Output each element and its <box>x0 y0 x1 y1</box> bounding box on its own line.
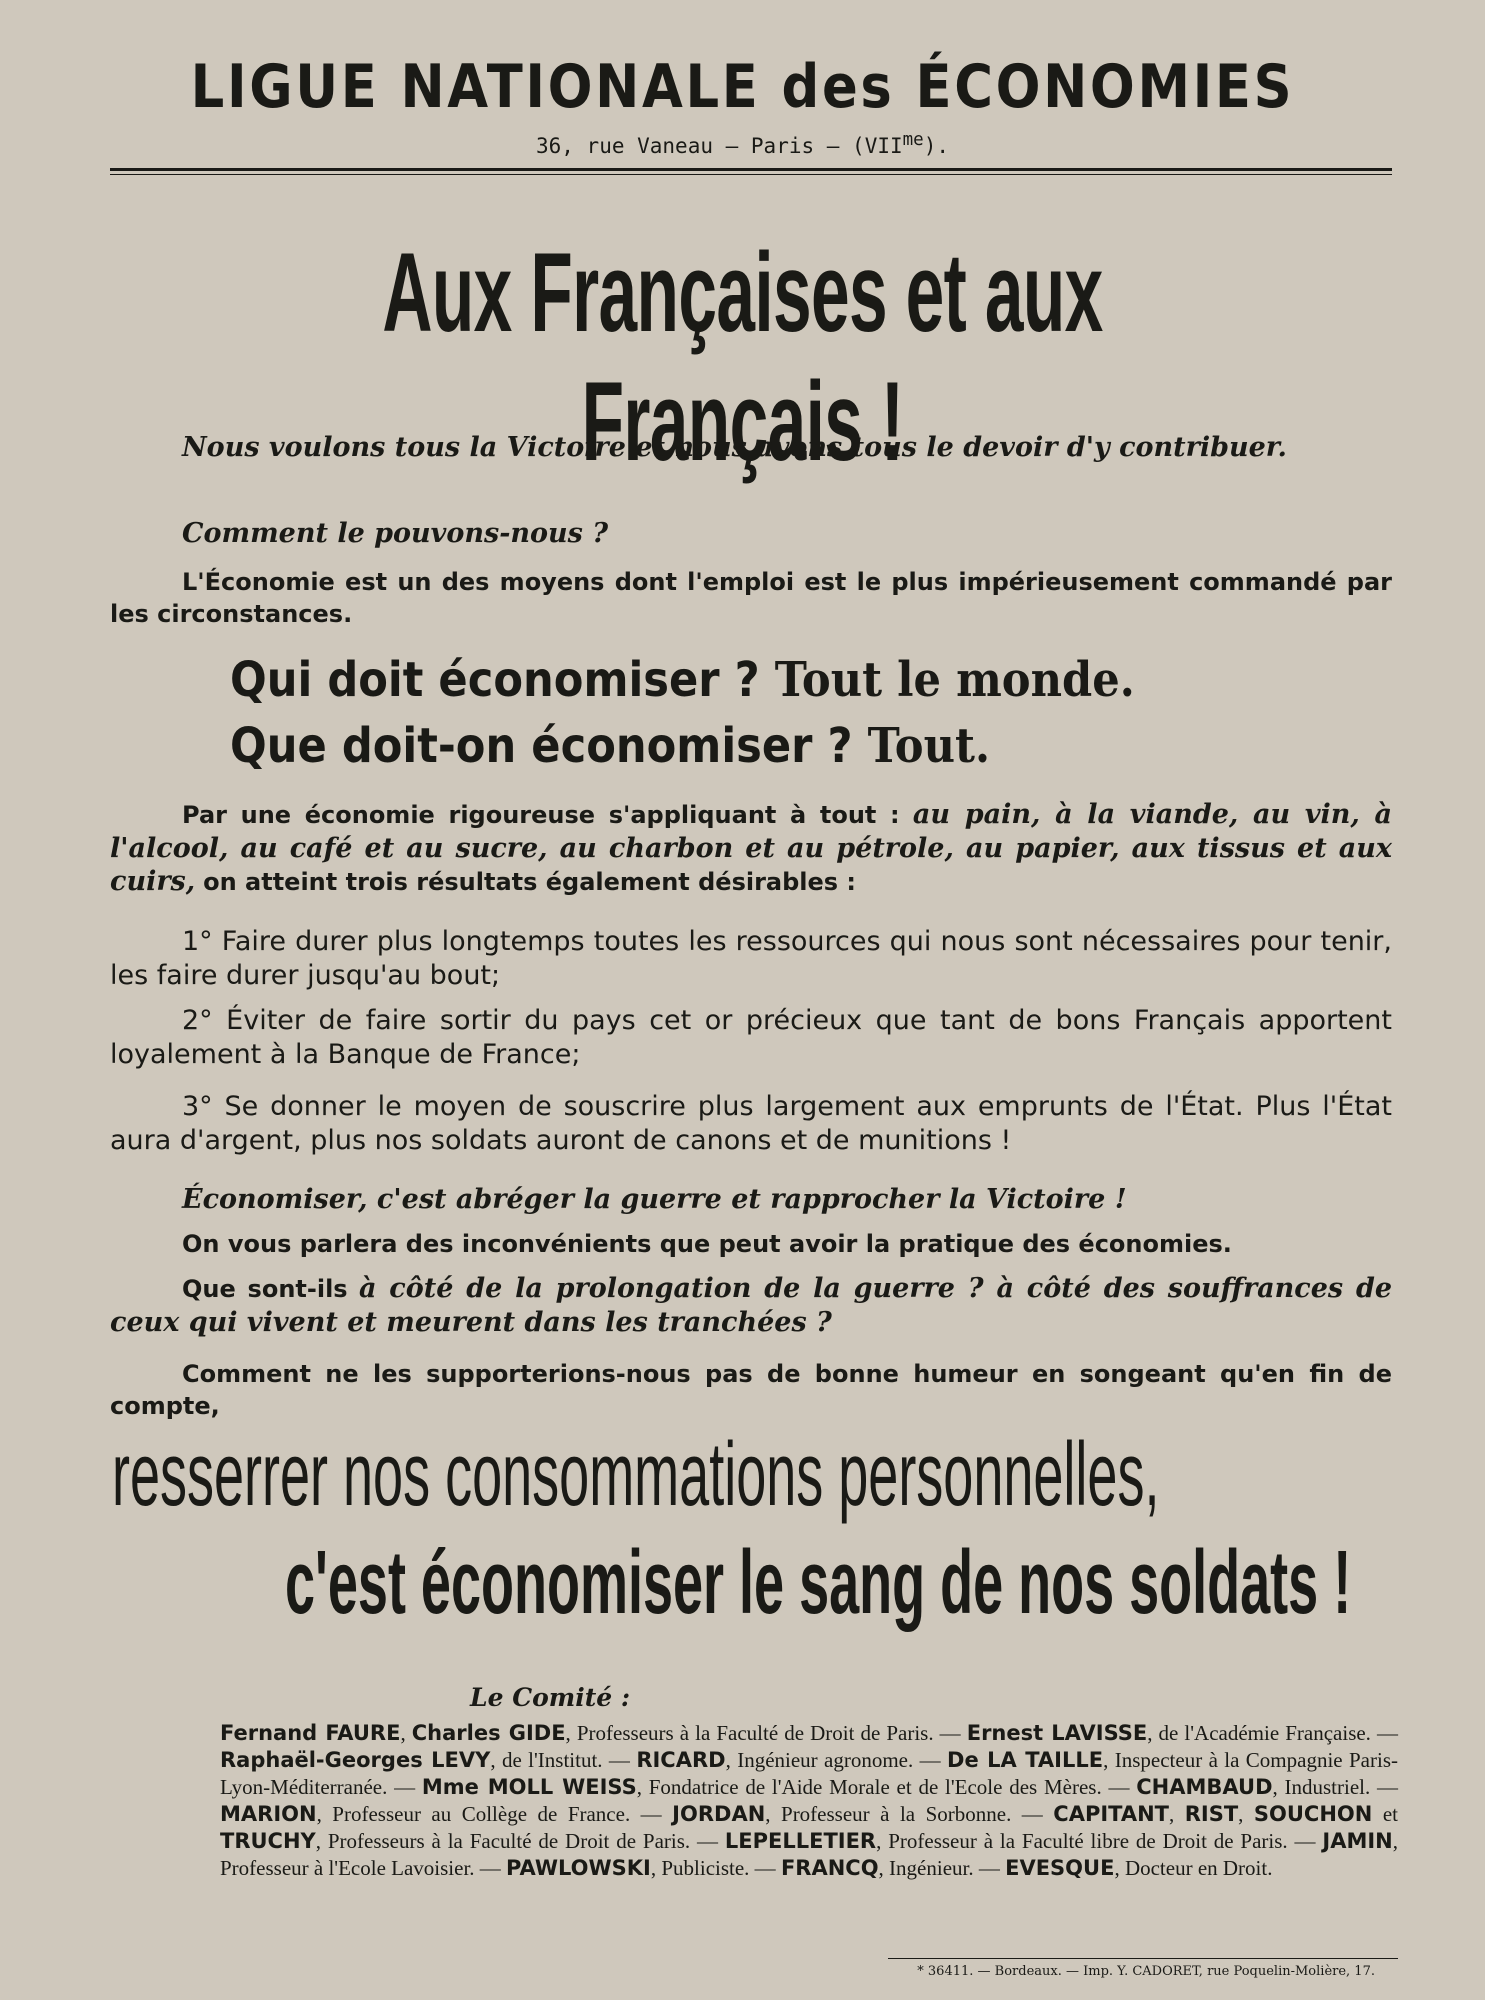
member-name: EVESQUE <box>1005 1856 1115 1880</box>
committee-member <box>781 1856 1005 1880</box>
slogan-line-1: resserrer nos consommations personnelles, <box>112 1425 1160 1525</box>
member-role: , Industriel. — <box>1272 1775 1399 1799</box>
committee-member <box>967 1721 1398 1745</box>
compare-question <box>110 1272 1392 1340</box>
member-name: LEPELLETIER <box>724 1829 877 1853</box>
economy-paragraph <box>110 798 1392 899</box>
question-who-answer: Tout le monde. <box>774 652 1135 708</box>
member-role: , Professeur au Collège de France. — <box>316 1802 673 1826</box>
org-address <box>0 130 1485 158</box>
member-role: et <box>1372 1802 1398 1826</box>
committee-member <box>672 1802 1053 1826</box>
member-role: , Ingénieur. — <box>878 1856 1006 1880</box>
member-role: , Publiciste. — <box>650 1856 781 1880</box>
intro-answer: L'Économie est un des moyens dont l'emploi est le plus impérieusement commandé par les circonstances. <box>110 568 1392 628</box>
member-role: , <box>1169 1802 1185 1826</box>
member-name: De LA TAILLE <box>947 1748 1104 1772</box>
address-sup: me <box>902 130 924 150</box>
committee-member <box>725 1829 1323 1853</box>
member-role: , Fondatrice de l'Aide Morale et de l'Ecole des Mères. — <box>636 1775 1137 1799</box>
poster-title: Aux Françaises et aux Français ! <box>382 230 1103 484</box>
member-name: GIDE <box>508 1721 566 1745</box>
compare-lead: Que sont-ils <box>182 1275 348 1303</box>
member-name: MARION <box>220 1802 317 1826</box>
header-divider-thick <box>110 168 1392 171</box>
member-name: TRUCHY <box>220 1829 316 1853</box>
member-role: , Professeur à la Sorbonne. — <box>765 1802 1054 1826</box>
member-role: , Docteur en Droit. <box>1114 1856 1273 1880</box>
committee-member <box>412 1721 967 1745</box>
committee-member <box>506 1856 781 1880</box>
member-first-name: Ernest <box>966 1721 1052 1745</box>
result-2: 2° Éviter de faire sortir du pays cet or précieux que tant de bons Français apportent loyalement à la Banque de France; <box>110 1005 1392 1070</box>
member-name: JORDAN <box>672 1802 766 1826</box>
printer-credit: * 36411. — Bordeaux. — Imp. Y. CADORET, rue Poquelin-Molière, 17. <box>917 1964 1375 1979</box>
committee-member <box>1254 1802 1398 1826</box>
question-what-text: Que doit-on économiser ? <box>230 718 853 774</box>
member-name: SOUCHON <box>1253 1802 1373 1826</box>
member-name: MOLL WEISS <box>487 1775 637 1799</box>
member-first-name: Mme <box>421 1775 488 1799</box>
member-role: , <box>400 1721 412 1745</box>
motto: Économiser, c'est abréger la guerre et rapprocher la Victoire ! <box>182 1184 1127 1215</box>
committee-member <box>220 1829 725 1853</box>
member-name: RICARD <box>636 1748 726 1772</box>
member-name: LAVISSE <box>1051 1721 1148 1745</box>
intro-question: Comment le pouvons-nous ? <box>182 518 609 549</box>
economy-items: au pain, à la viande, au vin, à l'alcool, au café et au sucre, au charbon et au pétrole, au papier, aux tissus et aux cuirs, <box>110 799 1392 897</box>
member-role: , Ingénieur agronome. — <box>725 1748 948 1772</box>
question-who-text: Qui doit économiser ? <box>230 652 760 708</box>
committee-heading: Le Comité : <box>470 1683 631 1712</box>
member-role: , de l'Institut. — <box>490 1748 637 1772</box>
committee-members <box>220 1720 1398 1882</box>
question-who <box>230 652 1135 708</box>
member-role: , Professeurs à la Faculté de Droit de Paris. — <box>315 1829 725 1853</box>
member-role: , Professeurs à la Faculté de Droit de Paris. — <box>565 1721 967 1745</box>
committee-member <box>422 1775 1136 1799</box>
committee-member <box>1005 1856 1272 1880</box>
result-3: 3° Se donner le moyen de souscrire plus largement aux emprunts de l'État. Plus l'État aura d'argent, plus nos soldats auront de canons et de munitions ! <box>110 1091 1392 1156</box>
member-name: FRANCQ <box>780 1856 879 1880</box>
member-name: JAMIN <box>1322 1829 1393 1853</box>
member-name: CAPITANT <box>1053 1802 1169 1826</box>
member-role: , de l'Académie Française. — <box>1147 1721 1398 1745</box>
committee-member <box>636 1748 947 1772</box>
member-role: , Inspecteur à la Compagnie Paris-Lyon-Méditerranée. — <box>220 1748 1398 1799</box>
economy-tail: on atteint trois résultats également désirables : <box>203 868 857 896</box>
compare-rest: à côté de la prolongation de la guerre ? à côté des souffrances de ceux qui vivent et meurent dans les tranchées ? <box>110 1273 1392 1338</box>
committee-member <box>1053 1802 1184 1826</box>
result-1: 1° Faire durer plus longtemps toutes les ressources qui nous sont nécessaires pour tenir, les faire durer jusqu'au bout; <box>110 926 1392 991</box>
member-first-name: Raphaël-Georges <box>220 1748 432 1772</box>
question-what <box>230 718 990 774</box>
intro-line: Nous voulons tous la Victoire et nous avons tous le devoir d'y contribuer. <box>182 432 1287 463</box>
org-title: LIGUE NATIONALE des ÉCONOMIES <box>190 52 1295 122</box>
member-first-name: Charles <box>411 1721 509 1745</box>
question-what-answer: Tout. <box>867 718 991 774</box>
economy-lead: Par une économie rigoureuse s'appliquant à tout : <box>182 801 900 829</box>
committee-member <box>220 1802 672 1826</box>
slogan-line-2: c'est économiser le sang de nos soldats ! <box>285 1533 1352 1633</box>
address-end: ). <box>923 134 950 158</box>
footer-divider <box>888 1958 1398 1959</box>
member-name: LEVY <box>431 1748 491 1772</box>
member-name: RIST <box>1184 1802 1239 1826</box>
member-first-name: Fernand <box>220 1721 326 1745</box>
address-text: 36, rue Vaneau – Paris – (VII <box>535 134 903 158</box>
member-name: PAWLOWSKI <box>506 1856 651 1880</box>
member-role: , <box>1238 1802 1254 1826</box>
header-divider-thin <box>110 174 1392 175</box>
member-role: , Professeur à la Faculté libre de Droit de Paris. — <box>876 1829 1323 1853</box>
member-name: FAURE <box>325 1721 401 1745</box>
committee-member <box>1185 1802 1254 1826</box>
objection: On vous parlera des inconvénients que peut avoir la pratique des économies. <box>182 1230 1232 1258</box>
member-name: CHAMBAUD <box>1136 1775 1273 1799</box>
member-role: , Professeur à l'Ecole Lavoisier. — <box>220 1829 1398 1880</box>
final-question: Comment ne les supporterions-nous pas de bonne humeur en songeant qu'en fin de compte, <box>110 1360 1392 1420</box>
committee-member <box>220 1748 636 1772</box>
committee-member <box>220 1721 412 1745</box>
committee-member <box>1136 1775 1398 1799</box>
